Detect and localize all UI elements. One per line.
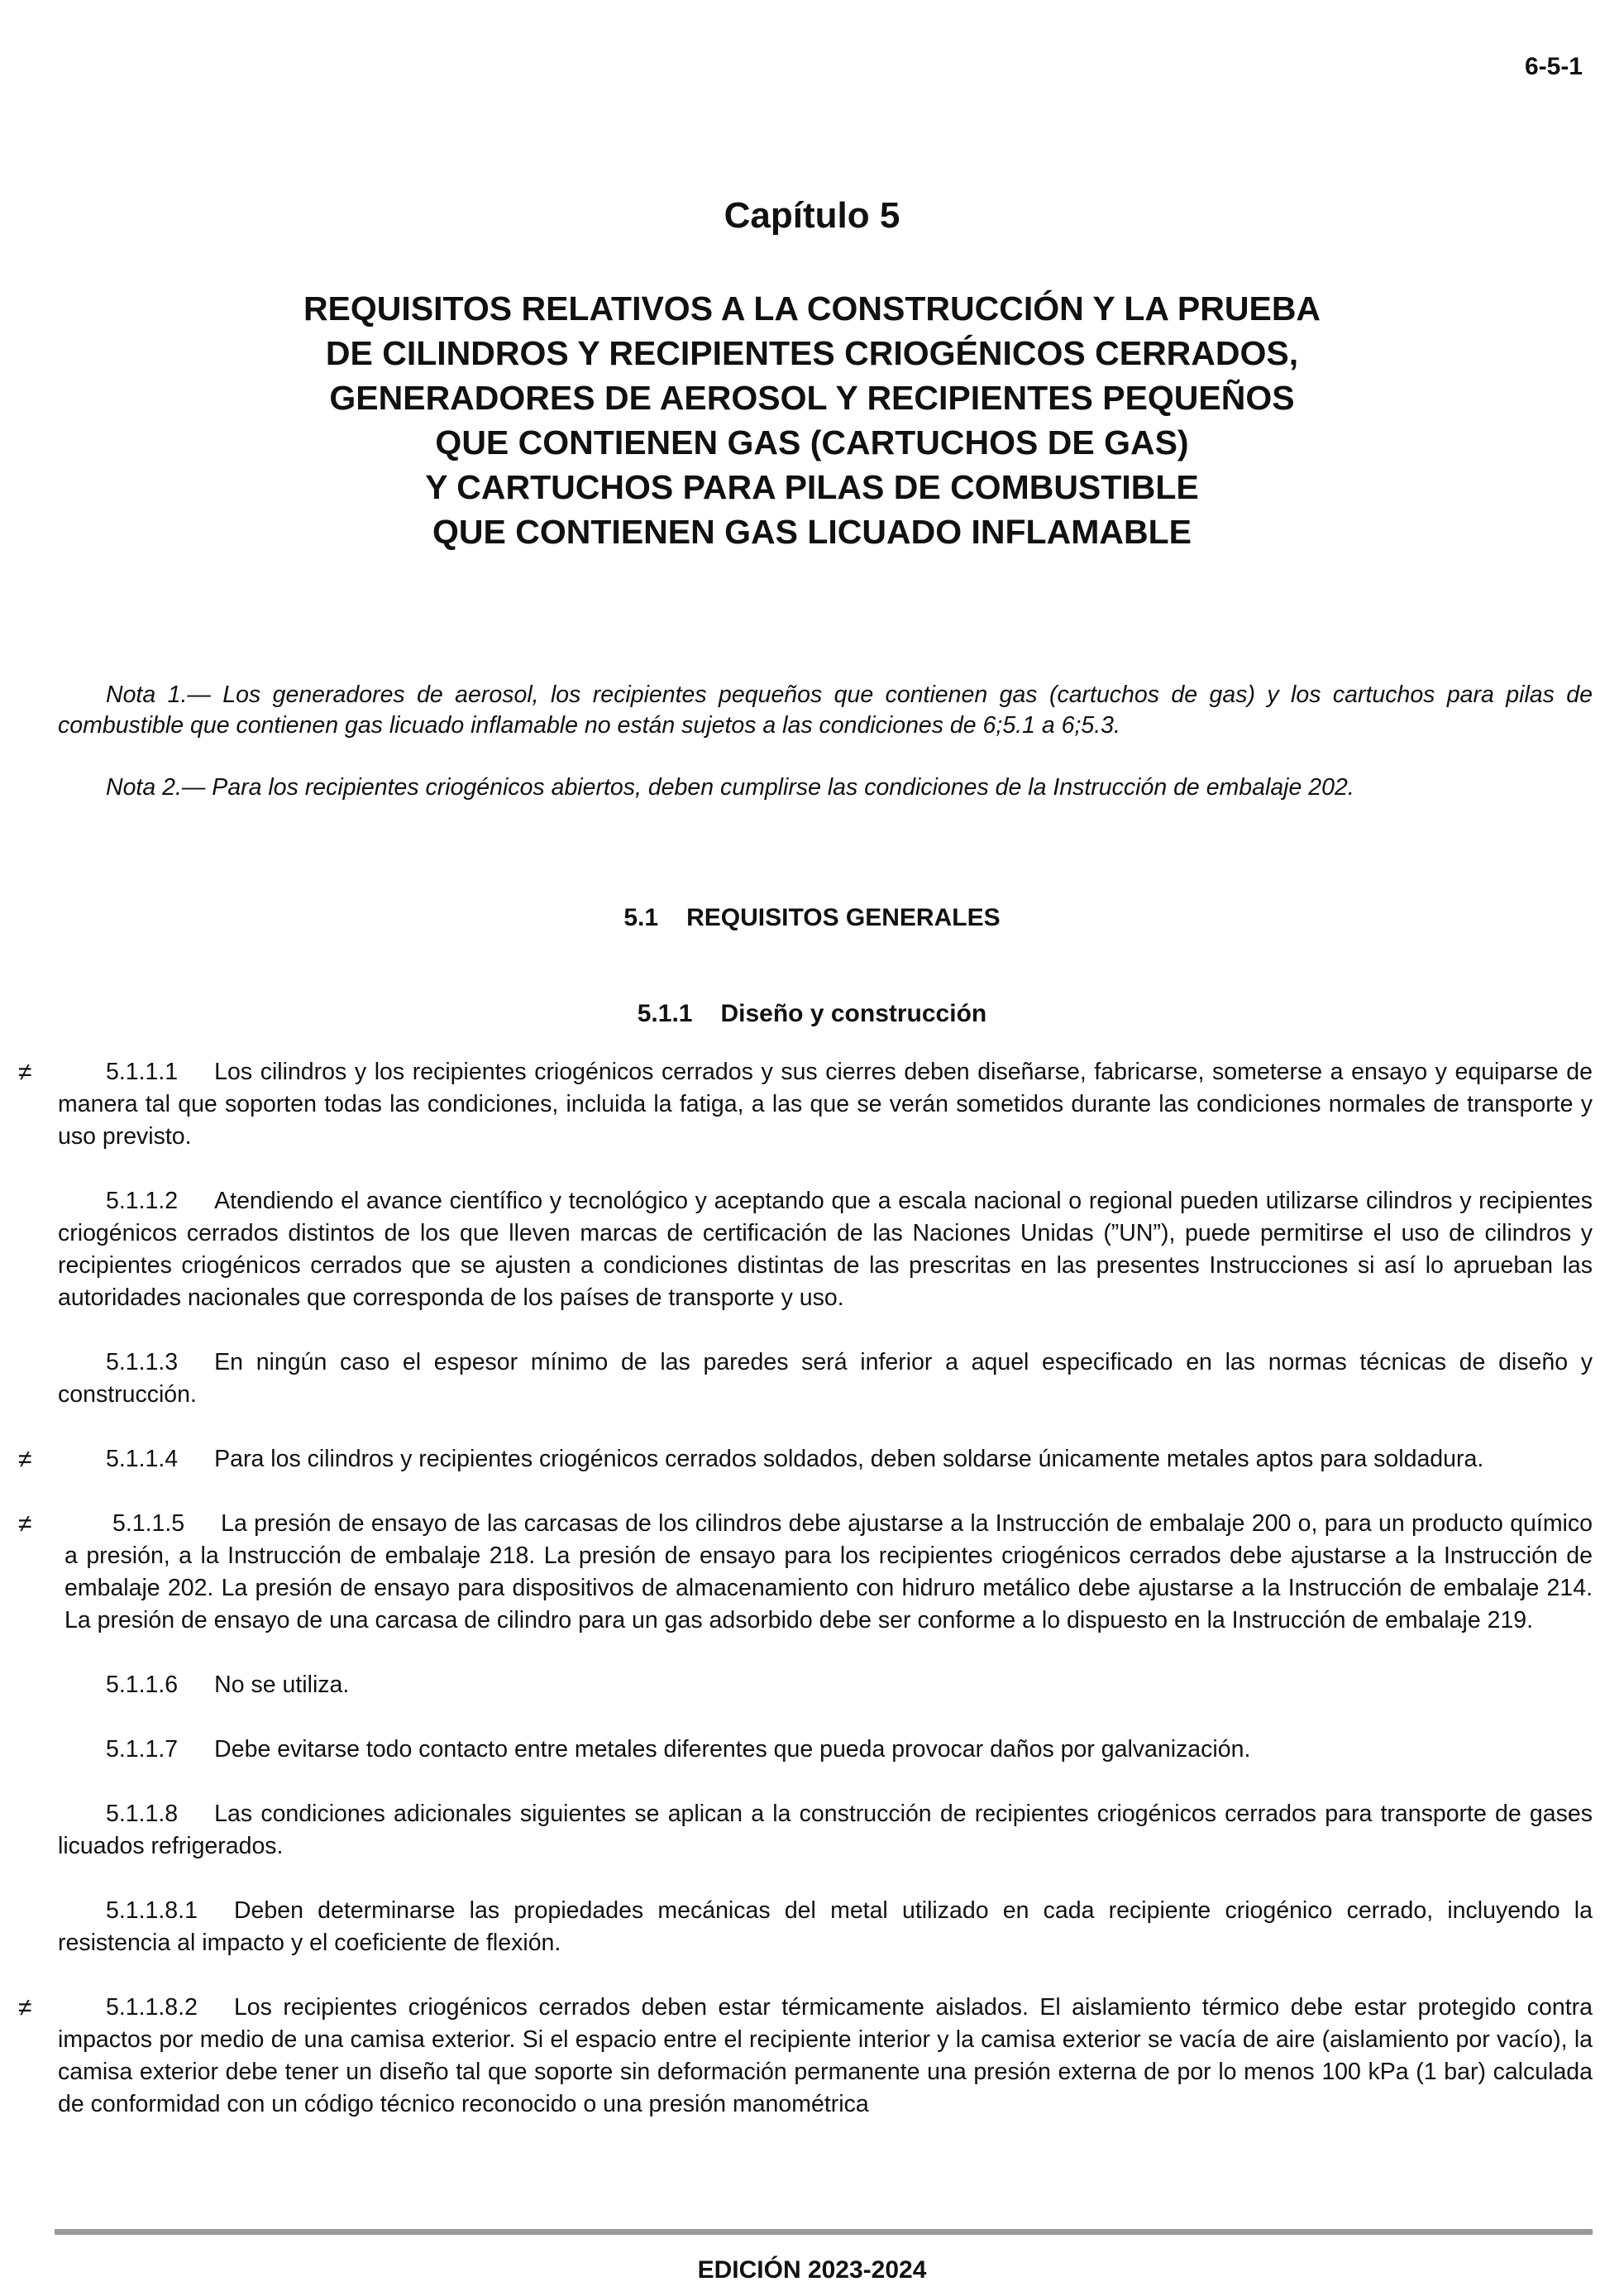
paragraph-text: Para los cilindros y recipientes criogénicos cerrados soldados, deben soldarse únicamente metales aptos para soldadura.: [214, 1446, 1484, 1472]
chapter-label: Capítulo 5: [724, 195, 900, 236]
paragraph-number: 5.1.1.3: [106, 1349, 179, 1375]
paragraph-text: Deben determinarse las propiedades mecánicas del metal utilizado en cada recipiente criogénico cerrado, incluyendo la resistencia al impacto y el coeficiente de flexión.: [58, 1897, 1593, 1956]
paragraph-number: 5.1.1.1: [106, 1059, 179, 1085]
paragraph: [58, 1185, 1593, 1314]
chapter-title-line: QUE CONTIENEN GAS (CARTUCHOS DE GAS): [435, 423, 1189, 462]
paragraph-text: Atendiendo el avance científico y tecnológico y aceptando que a escala nacional o regional pueden utilizarse cilindros y recipientes criogénicos cerrados distintos de los que lleven marcas de certificación de las Naciones Unidas (”UN”), puede permitirse el uso de cilindros y recipientes criogénicos cerrados que se ajusten a condiciones distintas de las prescritas en las presentes Instrucciones si así lo aprueban las autoridades nacionales que corresponda de los países de transporte y uso.: [58, 1188, 1593, 1311]
chapter-title-line: DE CILINDROS Y RECIPIENTES CRIOGÉNICOS CERRADOS,: [325, 334, 1299, 372]
paragraphs: [18, 1056, 1593, 2153]
footer-rule: [55, 2229, 1593, 2235]
paragraph: [18, 1508, 1593, 1637]
subsection-number: 5.1.1: [637, 1000, 693, 1027]
paragraph-text: Los recipientes criogénicos cerrados deben estar térmicamente aislados. El aislamiento térmico debe estar protegido contra impactos por medio de una camisa exterior. Si el espacio entre el recipiente interior y la camisa exterior se vacía de aire (aislamiento por vacío), la camisa exterior debe tener un diseño tal que soporte sin deformación permanente una presión externa de por lo menos 100 kPa (1 bar) calculada de conformidad con un código técnico reconocido o una presión manométrica: [58, 1994, 1593, 2117]
chapter-title-line: GENERADORES DE AEROSOL Y RECIPIENTES PEQUEÑOS: [329, 379, 1295, 417]
section-heading: [0, 904, 1624, 932]
subsection-heading: [0, 1000, 1624, 1028]
footer-edition: EDICIÓN 2023-2024: [697, 2256, 927, 2284]
paragraph-number: 5.1.1.7: [106, 1736, 179, 1763]
paragraph: [58, 1669, 1593, 1701]
paragraph: [18, 1443, 1593, 1476]
note-2: Nota 2.— Para los recipientes criogénicos abiertos, deben cumplirse las condiciones de la Instrucción de embalaje 202.: [106, 774, 1354, 801]
paragraph: [58, 1895, 1593, 1959]
paragraph: [58, 1734, 1593, 1766]
paragraph-number: 5.1.1.2: [106, 1188, 179, 1214]
chapter-title-line: Y CARTUCHOS PARA PILAS DE COMBUSTIBLE: [425, 468, 1199, 506]
paragraph-number: 5.1.1.6: [106, 1672, 179, 1698]
paragraph-number: 5.1.1.8.1: [106, 1897, 198, 1924]
paragraph: [58, 1347, 1593, 1411]
paragraph-text: Debe evitarse todo contacto entre metales diferentes que pueda provocar daños por galvanización.: [214, 1736, 1251, 1763]
change-mark-icon: ≠: [18, 1510, 32, 1538]
change-mark-icon: ≠: [18, 1446, 32, 1473]
paragraph-text: Los cilindros y los recipientes criogénicos cerrados y sus cierres deben diseñarse, fabricarse, someterse a ensayo y equiparse de manera tal que soporten todas las condiciones, incluida la fatiga, a las que se verán sometidos durante las condiciones normales de transporte y uso previsto.: [58, 1059, 1593, 1150]
notes: [58, 680, 1593, 835]
page-number: 6-5-1: [1524, 53, 1583, 80]
paragraph-text: En ningún caso el espesor mínimo de las paredes será inferior a aquel especificado en las normas técnicas de diseño y construcción.: [58, 1349, 1593, 1408]
chapter-title-line: REQUISITOS RELATIVOS A LA CONSTRUCCIÓN Y LA PRUEBA: [303, 289, 1321, 328]
chapter-title-line: QUE CONTIENEN GAS LICUADO INFLAMABLE: [432, 513, 1192, 551]
section-title: REQUISITOS GENERALES: [686, 904, 1001, 931]
section-number: 5.1: [623, 904, 659, 931]
paragraph: [58, 1798, 1593, 1863]
paragraph: [18, 1056, 1593, 1153]
paragraph: [18, 1992, 1593, 2121]
change-mark-icon: ≠: [18, 1994, 32, 2021]
paragraph-number: 5.1.1.4: [106, 1446, 179, 1472]
change-mark-icon: ≠: [18, 1059, 32, 1086]
subsection-title: Diseño y construcción: [720, 1000, 987, 1027]
note-1: Nota 1.— Los generadores de aerosol, los recipientes pequeños que contienen gas (cartuchos de gas) y los cartuchos para pilas de combustible que contienen gas licuado inflamable no están sujetos a las condiciones de 6;5.1 a 6;5.3.: [58, 682, 1593, 739]
paragraph-text: Las condiciones adicionales siguientes se aplican a la construcción de recipientes criogénicos cerrados para transporte de gases licuados refrigerados.: [58, 1801, 1593, 1859]
paragraph-number: 5.1.1.8: [106, 1801, 179, 1827]
paragraph-number: 5.1.1.8.2: [106, 1994, 198, 2021]
chapter-title: [0, 286, 1624, 554]
paragraph-text: No se utiliza.: [214, 1672, 350, 1698]
paragraph-text: La presión de ensayo de las carcasas de los cilindros debe ajustarse a la Instrucción de embalaje 200 o, para un producto químico a presión, a la Instrucción de embalaje 218. La presión de ensayo para los recipientes criogénicos cerrados debe ajustarse a la Instrucción de embalaje 202. La presión de ensayo para dispositivos de almacenamiento con hidruro metálico debe ajustarse a la Instrucción de embalaje 214. La presión de ensayo de una carcasa de cilindro para un gas adsorbido debe ser conforme a lo dispuesto en la Instrucción de embalaje 219.: [64, 1510, 1593, 1634]
paragraph-number: 5.1.1.5: [112, 1510, 185, 1537]
